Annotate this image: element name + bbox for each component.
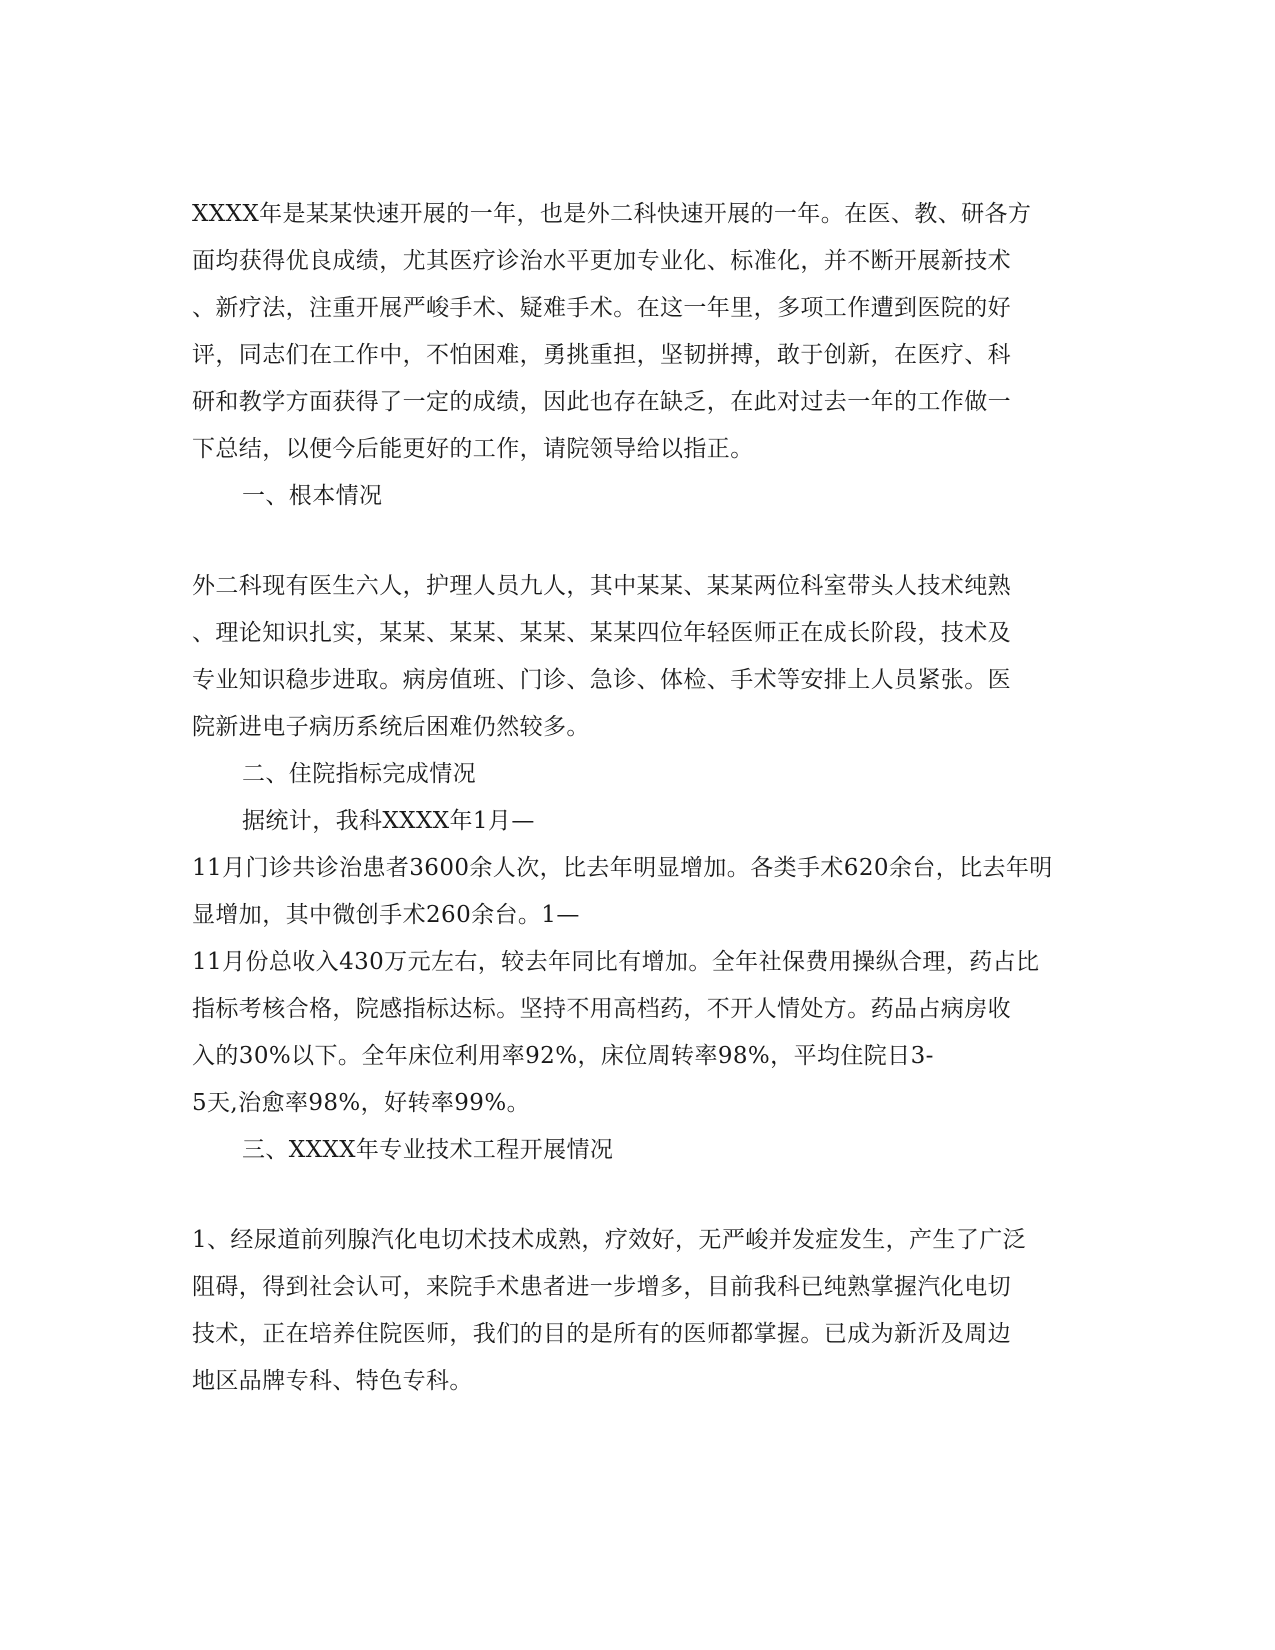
paragraph-line: 、新疗法，注重开展严峻手术、疑难手术。在这一年里，多项工作遭到医院的好 — [192, 295, 1011, 321]
paragraph-line: 11月门诊共诊治患者3600余人次，比去年明显增加。各类手术620余台，比去年明 — [192, 855, 1053, 881]
paragraph-line: 下总结，以便今后能更好的工作，请院领导给以指正。 — [192, 436, 754, 462]
paragraph-line: 地区品牌专科、特色专科。 — [192, 1368, 473, 1394]
section-heading: 三、XXXX年专业技术工程开展情况 — [242, 1137, 614, 1163]
paragraph-line: 专业知识稳步进取。病房值班、门诊、急诊、体检、手术等安排上人员紧张。医 — [192, 667, 1011, 693]
paragraph-line: 外二科现有医生六人，护理人员九人，其中某某、某某两位科室带头人技术纯熟 — [192, 573, 1011, 599]
paragraph-line: 、理论知识扎实，某某、某某、某某、某某四位年轻医师正在成长阶段，技术及 — [192, 620, 1011, 646]
paragraph-line: 阻碍，得到社会认可，来院手术患者进一步增多，目前我科已纯熟掌握汽化电切 — [192, 1274, 1011, 1300]
paragraph-line: 面均获得优良成绩，尤其医疗诊治水平更加专业化、标准化，并不断开展新技术 — [192, 248, 1011, 274]
paragraph-line: 11月份总收入430万元左右，较去年同比有增加。全年社保费用操纵合理，药占比 — [192, 949, 1040, 975]
paragraph-line: 评，同志们在工作中，不怕困难，勇挑重担，坚韧拼搏，敢于创新，在医疗、科 — [192, 342, 1011, 368]
paragraph-line: XXXX年是某某快速开展的一年，也是外二科快速开展的一年。在医、教、研各方 — [192, 201, 1032, 227]
paragraph-line: 入的30%以下。全年床位利用率92%，床位周转率98%，平均住院日3- — [192, 1043, 934, 1069]
paragraph-line: 1、经尿道前列腺汽化电切术技术成熟，疗效好，无严峻并发症发生，产生了广泛 — [192, 1227, 1027, 1253]
section-heading: 一、根本情况 — [242, 483, 383, 509]
paragraph-line: 据统计，我科XXXX年1月— — [242, 808, 535, 834]
paragraph-line: 院新进电子病历系统后困难仍然较多。 — [192, 714, 590, 740]
paragraph-line: 技术，正在培养住院医师，我们的目的是所有的医师都掌握。已成为新沂及周边 — [192, 1321, 1011, 1347]
section-heading: 二、住院指标完成情况 — [242, 761, 476, 787]
paragraph-line: 5天,治愈率98%，好转率99%。 — [192, 1090, 530, 1116]
paragraph-line: 指标考核合格，院感指标达标。坚持不用高档药，不开人情处方。药品占病房收 — [192, 996, 1011, 1022]
paragraph-line: 研和教学方面获得了一定的成绩，因此也存在缺乏，在此对过去一年的工作做一 — [192, 389, 1011, 415]
paragraph-line: 显增加，其中微创手术260余台。1— — [192, 902, 580, 928]
